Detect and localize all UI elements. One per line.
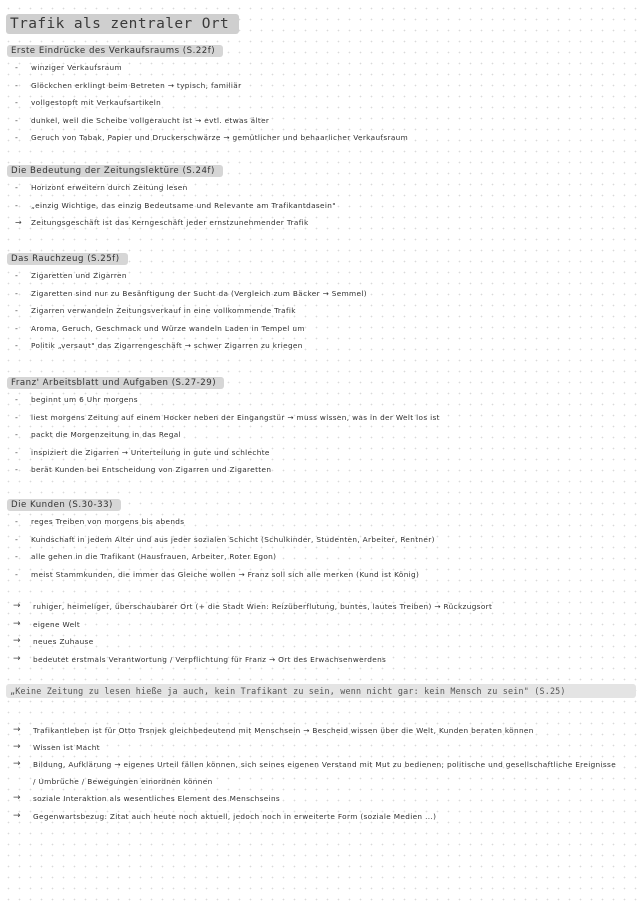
section-heading: Erste Eindrücke des Verkaufsraums (S.22f) xyxy=(7,45,223,57)
bullet-dash-icon: - xyxy=(15,271,19,280)
list-item: → eigene Welt xyxy=(0,616,640,634)
section-smoking-goods xyxy=(0,246,640,355)
section-list xyxy=(0,179,640,232)
arrow-right-icon: → xyxy=(13,725,21,735)
list-item: - vollgestopft mit Verkaufsartikeln xyxy=(0,94,640,112)
bullet-dash-icon: - xyxy=(15,115,19,125)
section-newspaper-reading xyxy=(0,158,640,232)
section-list xyxy=(0,59,640,147)
list-item: - Aroma, Geruch, Geschmack und Würze wandeln Laden in Tempel um xyxy=(0,320,640,338)
bullet-dash-icon: - xyxy=(15,183,19,192)
list-item: → Zeitungsgeschäft ist das Kerngeschäft jeder ernstzunehmender Trafik xyxy=(0,214,640,232)
quote-analysis-list xyxy=(0,722,640,825)
list-item: → Gegenwartsbezug: Zitat auch heute noch aktuell, jedoch noch in erweiterte Form (soziale Medien ...) xyxy=(0,808,640,825)
list-item: → ruhiger, heimeliger, überschaubarer Ort (+ die Stadt Wien: Reizüberflutung, buntes, lautes Treiben) → Rückzugsort xyxy=(0,598,640,616)
arrow-right-icon: → xyxy=(13,618,21,629)
bullet-dash-icon: - xyxy=(15,447,19,457)
list-item: → Wissen ist Macht xyxy=(0,739,640,756)
list-item: → bedeutet erstmals Verantwortung / Verpflichtung für Franz → Ort des Erwachsenwerdens xyxy=(0,651,640,669)
section-conclusions xyxy=(0,596,640,668)
list-item: - Zigaretten sind nur zu Besänftigung der Sucht da (Vergleich zum Bäcker → Semmel) xyxy=(0,285,640,303)
quote-block: „Keine Zeitung zu lesen hieße ja auch, kein Trafikant zu sein, wenn nicht gar: kein Mensch zu sein" (S.25) xyxy=(6,684,636,698)
list-item: - Kundschaft in jedem Alter und aus jeder sozialen Schicht (Schulkinder, Studenten, Arbeiter, Rentner) xyxy=(0,531,640,549)
arrow-right-icon: → xyxy=(13,793,21,804)
bullet-dash-icon: - xyxy=(15,306,19,316)
arrow-right-icon: → xyxy=(13,742,21,753)
bullet-dash-icon: - xyxy=(15,80,19,90)
list-item: - Horizont erweitern durch Zeitung lesen xyxy=(0,179,640,197)
bullet-dash-icon: - xyxy=(15,552,19,562)
section-first-impressions xyxy=(0,38,640,147)
list-item: → soziale Interaktion als wesentliches Element des Menschseins xyxy=(0,790,640,807)
section-heading: Das Rauchzeug (S.25f) xyxy=(7,253,128,265)
arrow-right-icon: → xyxy=(13,810,21,821)
section-franz-tasks xyxy=(0,370,640,479)
list-item: - meist Stammkunden, die immer das Gleiche wollen → Franz soll sich alle merken (Kund ist König) xyxy=(0,566,640,584)
list-item: - beginnt um 6 Uhr morgens xyxy=(0,391,640,409)
list-item: - inspiziert die Zigarren → Unterteilung in gute und schlechte xyxy=(0,444,640,462)
section-heading: Die Bedeutung der Zeitungslektüre (S.24f) xyxy=(7,165,223,177)
list-item: → Bildung, Aufklärung → eigenes Urteil fällen können, sich seines eigenen Verstand mit Mut zu bedienen; politische und gesellschaftliche Ereignisse / Umbrüche / Bewegungen einordnen können xyxy=(0,756,640,790)
list-item: - liest morgens Zeitung auf einem Hocker neben der Eingangstür → muss wissen, was in der Welt los ist xyxy=(0,409,640,427)
bullet-dash-icon: - xyxy=(15,395,19,404)
bullet-dash-icon: - xyxy=(15,341,19,351)
bullet-dash-icon: - xyxy=(15,323,19,333)
list-item: - Glöckchen erklingt beim Betreten → typisch, familiär xyxy=(0,77,640,95)
list-item: - Zigarren verwandeln Zeitungsverkauf in eine vollkommende Trafik xyxy=(0,302,640,320)
arrow-right-icon: → xyxy=(13,636,21,647)
bullet-dash-icon: - xyxy=(15,133,19,143)
section-heading: Franz' Arbeitsblatt und Aufgaben (S.27-29) xyxy=(7,377,224,389)
section-list xyxy=(0,267,640,355)
arrow-right-icon: → xyxy=(15,218,23,228)
bullet-dash-icon: - xyxy=(15,465,19,475)
list-item: - Zigaretten und Zigarren xyxy=(0,267,640,285)
bullet-dash-icon: - xyxy=(15,412,19,422)
list-item: → Trafikantleben ist für Otto Trsnjek gleichbedeutend mit Menschsein → Bescheid wissen über die Welt, Kunden beraten können xyxy=(0,722,640,739)
bullet-dash-icon: - xyxy=(15,569,19,579)
list-item: - packt die Morgenzeitung in das Regal xyxy=(0,426,640,444)
list-item: - Politik „versaut" das Zigarrengeschäft → schwer Zigarren zu kriegen xyxy=(0,337,640,355)
list-item: - alle gehen in die Trafikant (Hausfrauen, Arbeiter, Roter Egon) xyxy=(0,548,640,566)
arrow-right-icon: → xyxy=(13,601,21,611)
list-item: → neues Zuhause xyxy=(0,633,640,651)
list-item: - dunkel, weil die Scheibe vollgeraucht ist → evtl. etwas älter xyxy=(0,112,640,130)
arrow-right-icon: → xyxy=(13,759,21,770)
section-heading: Die Kunden (S.30-33) xyxy=(7,499,121,511)
section-customers xyxy=(0,492,640,583)
list-item: - winziger Verkaufsraum xyxy=(0,59,640,77)
section-list xyxy=(0,513,640,583)
arrow-right-icon: → xyxy=(13,653,21,664)
list-item: - „einzig Wichtige, das einzig Bedeutsame und Relevante am Trafikantdasein" xyxy=(0,197,640,215)
conclusion-list xyxy=(0,598,640,668)
bullet-dash-icon: - xyxy=(15,200,19,210)
bullet-dash-icon: - xyxy=(15,98,19,108)
page-title: Trafik als zentraler Ort xyxy=(6,14,239,34)
list-item: - reges Treiben von morgens bis abends xyxy=(0,513,640,531)
quote-analysis xyxy=(0,720,640,825)
bullet-dash-icon: - xyxy=(15,288,19,298)
list-item: - berät Kunden bei Entscheidung von Zigarren und Zigaretten xyxy=(0,461,640,479)
bullet-dash-icon: - xyxy=(15,430,19,440)
bullet-dash-icon: - xyxy=(15,63,19,72)
section-list xyxy=(0,391,640,479)
bullet-dash-icon: - xyxy=(15,534,19,544)
bullet-dash-icon: - xyxy=(15,517,19,526)
list-item: - Geruch von Tabak, Papier und Druckerschwärze → gemütlicher und behaarlicher Verkaufsraum xyxy=(0,129,640,147)
